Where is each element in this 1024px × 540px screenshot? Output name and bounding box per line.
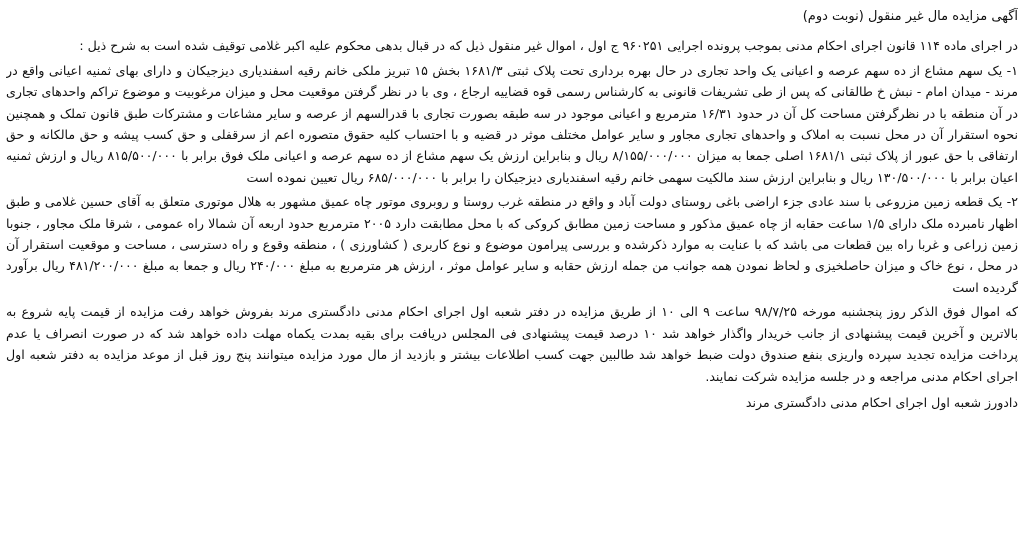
notice-title: آگهی مزایده مال غیر منقول (نوبت دوم): [802, 9, 1018, 24]
signature: دادورز شعبه اول اجرای احکام مدنی دادگستری مرند: [745, 394, 1018, 410]
property-item-2: ۲- یک قطعه زمین مزروعی با سند عادی جزء اراضی باغی روستای دولت آباد و واقع در منطقه غرب روستا و روبروی موتور چاه عمیق مشهور به هلال موتوری متعلق به آقای حسین غلامی و طبق اظهار نامبرده ملک دارای ۱/۵ ساعت حقابه از چاه عمیق مذکور و مساحت زمین مطابق کروکی که با محل مطابقت دارد ۲۰۰۵ مترمربع حدود اربعه آن شمالا راه عمومی ، شرقا ملک مجاور ، جنوبا زمین زراعی و غربا راه بین قطعات می باشد که با عنایت به موارد ذکرشده و بررسی پیرامون موضوع و نوع کاربری ( کشاورزی ) ، منطقه وقوع و راه دسترسی ، مساحت و موقعیت استقرار آن در محل ، نوع خاک و میزان حاصلخیزی و لحاظ نمودن همه جوانب من جمله ارزش حقابه و سایر عوامل موثر ، ارزش هر مترمربع به مبلغ ۲۴۰/۰۰۰ ریال و جمعا به مبلغ ۴۸۱/۲۰۰/۰۰۰ ریال برآورد گردیده است: [6, 194, 1018, 295]
property-item-1: ۱- یک سهم مشاع از ده سهم عرصه و اعیانی یک واحد تجاری در حال بهره برداری تحت پلاک ثبتی ۱۶۸۱/۳ بخش ۱۵ تبریز ملکی خانم رقیه اسفندیاری دیزجیکان و دارای بهای ثمنیه اعیانی واقع در مرند - میدان امام - نبش خ طالقانی که پس از طی تشریفات قانونی به کارشناس رسمی قوه قضاییه ارجاع ، وی با در نظر گرفتن موقعیت محل و میزان مرغوبیت و موضوع تراکم واحدهای تجاری در آن منطقه با در نظرگرفتن مساحت کل آن در حدود ۱۶/۳۱ مترمربع و اعیانی موجود در سه طبقه بصورت تجاری با قدرالسهم از عرصه و سایر مشاعات و مشترکات طبق قانون تملک و همچنین نحوه استقرار آن در محل نسبت به املاک و واحدهای تجاری مجاور و سایر عوامل مختلف موثر در قضیه و با احتساب کلیه حقوق متصوره اعم از سرقفلی و حق کسب پیشه و حق مالکانه و حق ارتفاقی با حق عبور از پلاک ثبتی ۱۶۸۱/۱ اصلی جمعا به میزان ۸/۱۵۵/۰۰۰/۰۰۰ ریال و بنابراین ارزش یک سهم مشاع از ده سهم عرصه و اعیانی ملک فوق برابر با ۸۱۵/۵۰۰/۰۰۰ ریال و ارزش ثمنیه اعیان برابر با ۱۳۰/۵۰۰/۰۰۰ ریال و بنابراین ارزش سند مالکیت سهمی خانم رقیه اسفندیاری دیزجیکان را برابر با ۶۸۵/۰۰۰/۰۰۰ ریال تعیین نموده است: [6, 62, 1018, 185]
auction-notice: [6, 6, 1018, 540]
auction-conditions: که اموال فوق الذکر روز پنجشنبه مورخه ۹۸/۷/۲۵ ساعت ۹ الی ۱۰ از طریق مزایده در دفتر شعبه اول اجرای احکام مدنی دادگستری مرند بفروش خواهد رفت مزایده از قیمت پایه شروع به بالاترین و آخرین قیمت پیشنهادی از جانب خریدار واگذار خواهد شد ۱۰ درصد قیمت پیشنهادی فی المجلس دریافت برای بقیه بمدت یکماه مهلت داده خواهد شد که در صورت انصراف یا عدم پرداخت مزایده تجدید سپرده واریزی بنفع صندوق دولت ضبط خواهد شد طالبین جهت کسب اطلاعات بیشتر و بازدید از مال مورد مزایده میتوانند پنج روز قبل از موعد مزایده به دفتر شعبه اول اجرای احکام مدنی مراجعه و در جلسه مزایده شرکت نمایند.: [6, 304, 1018, 384]
notice-intro: در اجرای ماده ۱۱۴ قانون اجرای احکام مدنی بموجب پرونده اجرایی ۹۶۰۲۵۱ ج اول ، اموال غیر منقول ذیل که در قبال بدهی محکوم علیه اکبر غلامی توقیف شده است به شرح ذیل :: [79, 38, 1018, 54]
